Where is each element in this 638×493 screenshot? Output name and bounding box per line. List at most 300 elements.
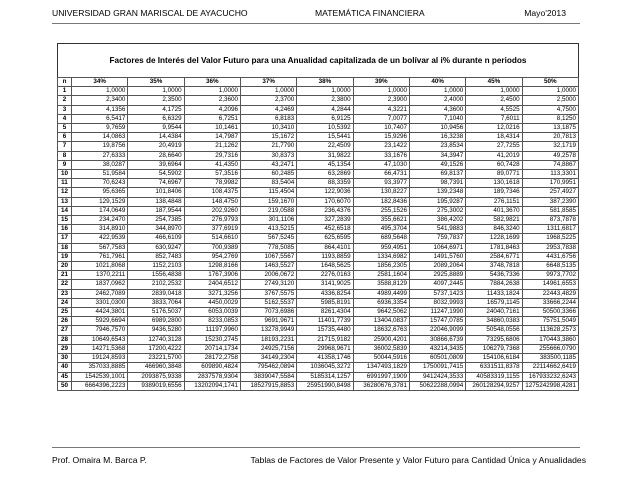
factor-cell: 14,4384 [128,133,184,142]
factor-cell: 8,1250 [522,114,578,123]
factor-cell: 10,1461 [184,124,240,133]
factor-cell: 7946,7570 [72,326,128,335]
factor-cell: 3767,5575 [240,289,296,298]
factor-cell: 1,0000 [128,87,184,96]
factor-cell: 24925,7156 [240,344,296,353]
factor-cell: 182,8436 [353,197,409,206]
factor-cell: 4336,8254 [297,289,353,298]
factor-cell: 148,4750 [184,197,240,206]
factor-cell: 15747,0785 [409,317,465,326]
factor-cell: 4,7500 [522,105,578,114]
factor-cell: 41,4350 [184,160,240,169]
factor-cell: 41358,1746 [297,354,353,363]
factor-cell: 12,0216 [466,124,522,133]
factor-cell: 29,7316 [184,151,240,160]
factor-cell: 377,6919 [184,225,240,234]
factor-cell: 6,7251 [184,114,240,123]
factor-cell: 41,2019 [466,151,522,160]
factor-cell: 9642,5062 [353,308,409,317]
table-row [58,179,579,188]
period-cell: 1 [58,87,72,96]
factor-cell: 236,4376 [297,206,353,215]
factor-cell: 630,9247 [128,243,184,252]
factor-cell: 1837,0962 [72,280,128,289]
factor-cell: 1021,8068 [72,262,128,271]
table-row [58,317,579,326]
factor-cell: 2584,6771 [466,252,522,261]
factor-cell: 495,3704 [353,225,409,234]
factor-cell: 2837578,9304 [184,372,240,381]
factor-cell: 452,6518 [297,225,353,234]
factor-cell: 22114662,6419 [522,363,578,372]
table-row [58,363,579,372]
factor-cell: 9436,5280 [128,326,184,335]
table-row [58,170,579,179]
factor-cell: 1556,4838 [128,271,184,280]
factor-cell: 276,9793 [184,216,240,225]
table-row [58,114,579,123]
table-row [58,335,579,344]
factor-cell: 4989,4499 [353,289,409,298]
factor-cell: 27,7255 [466,142,522,151]
factor-cell: 19124,8593 [72,354,128,363]
factor-cell: 3833,7064 [128,298,184,307]
factor-cell: 255,1526 [353,206,409,215]
factor-cell: 22443,4829 [522,289,578,298]
factor-cell: 2,3700 [240,96,296,105]
factor-cell: 1,0000 [240,87,296,96]
factor-cell: 1542539,1001 [72,372,128,381]
factor-cell: 83,5404 [240,179,296,188]
factor-cell: 9691,9671 [240,317,296,326]
factor-cell: 74,8867 [522,160,578,169]
factor-cell: 2,3400 [72,96,128,105]
factor-cell: 8032,9993 [409,298,465,307]
factor-cell: 4,3221 [353,105,409,114]
factor-cell: 27,6333 [72,151,128,160]
factor-cell: 6053,0039 [184,308,240,317]
factor-cell: 581,8585 [522,206,578,215]
period-cell: 29 [58,344,72,353]
factor-cell: 8233,0853 [184,317,240,326]
factor-cell: 2093875,9338 [128,372,184,381]
factor-cell: 28172,2758 [184,354,240,363]
factor-cell: 18632,6763 [353,326,409,335]
factor-cell: 113,3301 [522,170,578,179]
column-header-rate: 34% [72,78,128,87]
factor-cell: 6648,5135 [522,262,578,271]
factor-cell: 2,3800 [297,96,353,105]
factor-cell: 170443,3860 [522,335,578,344]
page-header [0,8,638,22]
factor-cell: 23,1422 [353,142,409,151]
factor-cell: 314,8910 [72,225,128,234]
table-row [58,308,579,317]
factor-cell: 1370,2211 [72,271,128,280]
factor-cell: 9,9544 [128,124,184,133]
factor-cell: 16,3238 [409,133,465,142]
table-row [58,87,579,96]
factor-cell: 49,2578 [522,151,578,160]
factor-cell: 401,3670 [466,206,522,215]
factor-cell: 6331511,8378 [466,363,522,372]
footer-author: Prof. Omaira M. Barca P. [52,455,147,465]
factor-cell: 14,0863 [72,133,128,142]
factor-cell: 383500,1185 [522,354,578,363]
factor-cell: 1767,3906 [184,271,240,280]
factor-cell: 10,3410 [240,124,296,133]
factor-cell: 2,3500 [128,96,184,105]
table-row [58,381,579,390]
factor-cell: 130,8227 [353,188,409,197]
factor-cell: 66,4731 [353,170,409,179]
factor-cell: 5185314,1257 [297,372,353,381]
factor-cell: 852,7483 [128,252,184,261]
factor-cell: 14271,5368 [72,344,128,353]
period-cell: 27 [58,326,72,335]
factor-cell: 154106,6184 [466,354,522,363]
factor-cell: 43214,3435 [409,344,465,353]
factor-cell: 2953,7838 [522,243,578,252]
table-row [58,197,579,206]
period-cell: 14 [58,206,72,215]
factor-cell: 1491,5760 [409,252,465,261]
factor-cell: 20,7813 [522,133,578,142]
factor-cell: 11247,1990 [409,308,465,317]
factor-cell: 4,5525 [466,105,522,114]
factor-cell: 4,1356 [72,105,128,114]
table-row [58,354,579,363]
footer-description: Tablas de Factores de Valor Presente y Valor Futuro para Cantidad Única y Anualidades [250,455,586,465]
period-cell: 6 [58,133,72,142]
table-row [58,133,579,142]
factor-cell: 33666,2244 [522,298,578,307]
factor-cell: 1,0000 [353,87,409,96]
factor-cell: 1228,1699 [466,234,522,243]
table-row [58,206,579,215]
factor-cell: 5176,5037 [128,308,184,317]
factor-cell: 4,3600 [409,105,465,114]
factor-cell: 1781,8463 [466,243,522,252]
factor-cell: 1648,5625 [297,262,353,271]
factor-cell: 873,7878 [522,216,578,225]
factor-cell: 18,4314 [466,133,522,142]
factor-cell: 2,5000 [522,96,578,105]
factor-cell: 138,4848 [128,197,184,206]
factor-cell: 5985,8191 [297,298,353,307]
factor-cell: 8261,4304 [297,308,353,317]
factor-cell: 195,9287 [409,197,465,206]
factor-cell: 50044,5916 [353,354,409,363]
factor-cell: 11197,9960 [184,326,240,335]
factor-cell: 1334,6982 [353,252,409,261]
factor-cell: 22046,9099 [409,326,465,335]
factor-cell: 2102,2532 [128,280,184,289]
factor-cell: 1067,5567 [240,252,296,261]
table-row [58,96,579,105]
factor-cell: 954,2769 [184,252,240,261]
factor-cell: 40583319,1155 [466,372,522,381]
factor-cell: 7073,6986 [240,308,296,317]
factor-cell: 357033,8885 [72,363,128,372]
factor-cell: 14961,6553 [522,280,578,289]
factor-cell: 9412424,3533 [409,372,465,381]
factor-cell: 10649,6543 [72,335,128,344]
factor-cell: 5436,7336 [466,271,522,280]
factor-cell: 5737,1423 [409,289,465,298]
table-row [58,225,579,234]
factor-cell: 63,2869 [297,170,353,179]
factor-cell: 541,9883 [409,225,465,234]
factor-cell: 2089,2064 [409,262,465,271]
factor-cell: 7884,2638 [466,280,522,289]
factor-cell: 54,5902 [128,170,184,179]
table-row [58,124,579,133]
factor-cell: 2,3900 [353,96,409,105]
factor-cell: 51,9584 [72,170,128,179]
table-row [58,243,579,252]
factor-cell: 10,7407 [353,124,409,133]
factor-cell: 219,0588 [240,206,296,215]
table-row [58,252,579,261]
factor-cell: 1,0000 [522,87,578,96]
factor-cell: 15735,4480 [297,326,353,335]
factor-cell: 23,8534 [409,142,465,151]
factor-cell: 10,5392 [297,124,353,133]
factor-cell: 1347493,1829 [353,363,409,372]
factor-cell: 2462,7089 [72,289,128,298]
factor-cell: 60501,0809 [409,354,465,363]
factor-cell: 70,6243 [72,179,128,188]
factor-cell: 609890,4824 [184,363,240,372]
factor-cell: 9389019,6556 [128,381,184,390]
factor-cell: 50622288,0994 [409,381,465,390]
period-cell: 4 [58,114,72,123]
factor-cell: 6,8183 [240,114,296,123]
column-header-rate: 50% [522,78,578,87]
factor-cell: 3839047,5584 [240,372,296,381]
factor-cell: 761,7961 [72,252,128,261]
factor-cell: 1311,6817 [522,225,578,234]
factor-cell: 101,8406 [128,188,184,197]
table-row [58,216,579,225]
factor-cell: 15,1672 [240,133,296,142]
factor-cell: 115,4504 [240,188,296,197]
period-cell: 23 [58,289,72,298]
factor-cell: 1,0000 [184,87,240,96]
factor-cell: 1298,8166 [184,262,240,271]
factor-cell: 2404,6512 [184,280,240,289]
table-row [58,234,579,243]
factor-cell: 275,3002 [409,206,465,215]
factor-cell: 514,6610 [184,234,240,243]
factor-cell: 6,5417 [72,114,128,123]
factor-cell: 2,4000 [409,96,465,105]
factor-cell: 1,0000 [72,87,128,96]
factor-cell: 959,4951 [353,243,409,252]
period-cell: 21 [58,271,72,280]
factor-cell: 49,1526 [409,160,465,169]
factor-cell: 19,8756 [72,142,128,151]
factor-cell: 39,6964 [128,160,184,169]
column-header-n: n [58,78,72,87]
factor-cell: 254,7385 [128,216,184,225]
factor-cell: 4424,3801 [72,308,128,317]
factor-cell: 3748,7818 [466,262,522,271]
factor-cell: 413,5215 [240,225,296,234]
factor-cell: 34860,0383 [466,317,522,326]
factor-cell: 202,9260 [184,206,240,215]
table-row [58,344,579,353]
factor-cell: 98,7391 [409,179,465,188]
factor-cell: 1750091,7415 [409,363,465,372]
factor-cell: 73295,6806 [466,335,522,344]
factor-cell: 23221,5700 [128,354,184,363]
factor-cell: 24040,7161 [466,308,522,317]
factor-cell: 795462,0894 [240,363,296,372]
factor-cell: 38,0287 [72,160,128,169]
factor-cell: 355,6621 [353,216,409,225]
table-row [58,105,579,114]
period-cell: 26 [58,317,72,326]
factor-cell: 6,9125 [297,114,353,123]
period-cell: 11 [58,179,72,188]
factor-cell: 759,7837 [409,234,465,243]
column-header-rate: 37% [240,78,296,87]
factor-cell: 30866,6739 [409,335,465,344]
period-cell: 22 [58,280,72,289]
factor-cell: 13278,9949 [240,326,296,335]
factor-cell: 689,5648 [353,234,409,243]
factor-cell: 466,6109 [128,234,184,243]
factor-cell: 2006,0672 [240,271,296,280]
factor-cell: 13,1875 [522,124,578,133]
factor-cell: 130,1618 [466,179,522,188]
factor-cell: 15,9296 [353,133,409,142]
period-cell: 3 [58,105,72,114]
factor-cell: 29968,9671 [297,344,353,353]
table-row [58,188,579,197]
factor-cell: 28,6640 [128,151,184,160]
factor-cell: 1275242998,4281 [522,381,578,390]
factor-cell: 260128294,9257 [466,381,522,390]
factor-cell: 45,1354 [297,160,353,169]
factor-cell: 6,6329 [128,114,184,123]
factor-cell: 47,1030 [353,160,409,169]
factor-cell: 13202094,1741 [184,381,240,390]
factor-cell: 327,2839 [297,216,353,225]
footer-divider [52,447,580,448]
factor-cell: 386,4202 [409,216,465,225]
factor-cell: 4431,6756 [522,252,578,261]
table-row [58,142,579,151]
factor-cell: 30,8373 [240,151,296,160]
period-cell: 7 [58,142,72,151]
factor-cell: 21715,9182 [297,335,353,344]
factor-cell: 1036045,3272 [297,363,353,372]
factor-cell: 129,1529 [72,197,128,206]
factor-cell: 4,2096 [184,105,240,114]
factor-cell: 2,4500 [466,96,522,105]
factor-cell: 1463,5527 [240,262,296,271]
factor-cell: 6664396,2223 [72,381,128,390]
factor-cell: 7,0077 [353,114,409,123]
factor-cell: 88,3359 [297,179,353,188]
factor-cell: 1968,5225 [522,234,578,243]
factor-cell: 4,1725 [128,105,184,114]
period-cell: 5 [58,124,72,133]
factor-cell: 14,7987 [184,133,240,142]
period-cell: 20 [58,262,72,271]
factor-cell: 187,9544 [128,206,184,215]
factor-cell: 21,1262 [184,142,240,151]
factor-cell: 34149,2304 [240,354,296,363]
factor-cell: 17200,4222 [128,344,184,353]
table-body [58,87,579,391]
factor-cell: 1856,2305 [353,262,409,271]
factor-cell: 5929,6694 [72,317,128,326]
factor-cell: 6991997,1909 [353,372,409,381]
period-cell: 15 [58,216,72,225]
period-cell: 40 [58,363,72,372]
period-cell: 18 [58,243,72,252]
factor-cell: 50500,3366 [522,308,578,317]
factor-cell: 95,6365 [72,188,128,197]
column-header-rate: 45% [466,78,522,87]
factor-cell: 3588,8129 [353,280,409,289]
factor-cell: 255666,0790 [522,344,578,353]
factor-cell: 4097,2445 [409,280,465,289]
period-cell: 45 [58,372,72,381]
factor-cell: 2749,3120 [240,280,296,289]
factor-cell: 159,1670 [240,197,296,206]
period-cell: 16 [58,225,72,234]
factor-cell: 234,2470 [72,216,128,225]
factor-cell: 1,0000 [297,87,353,96]
factor-cell: 113628,2573 [522,326,578,335]
table-row [58,262,579,271]
factor-cell: 11433,1824 [466,289,522,298]
factor-cell: 22,4509 [297,142,353,151]
factor-cell: 6989,2800 [128,317,184,326]
table-row [58,280,579,289]
factor-cell: 74,6967 [128,179,184,188]
factor-cell: 32,1719 [522,142,578,151]
period-cell: 50 [58,381,72,390]
factor-cell: 3301,0300 [72,298,128,307]
factor-table [57,77,579,391]
factor-cell: 50548,0556 [466,326,522,335]
university-name: UNIVERSIDAD GRAN MARISCAL DE AYACUCHO [52,8,248,18]
factor-cell: 21,7790 [240,142,296,151]
factor-cell: 9,7659 [72,124,128,133]
table-row [58,372,579,381]
period-cell: 25 [58,308,72,317]
factor-cell: 422,9539 [72,234,128,243]
factor-cell: 6936,3354 [353,298,409,307]
factor-cell: 33,1676 [353,151,409,160]
period-cell: 24 [58,298,72,307]
table-row [58,326,579,335]
factor-cell: 257,4927 [522,188,578,197]
column-header-rate: 38% [297,78,353,87]
factor-cell: 2,3600 [184,96,240,105]
factor-cell: 20714,1734 [184,344,240,353]
factor-cell: 276,1151 [466,197,522,206]
factor-cell: 3271,3256 [184,289,240,298]
factor-cell: 93,3977 [353,179,409,188]
factor-cell: 7,1040 [409,114,465,123]
